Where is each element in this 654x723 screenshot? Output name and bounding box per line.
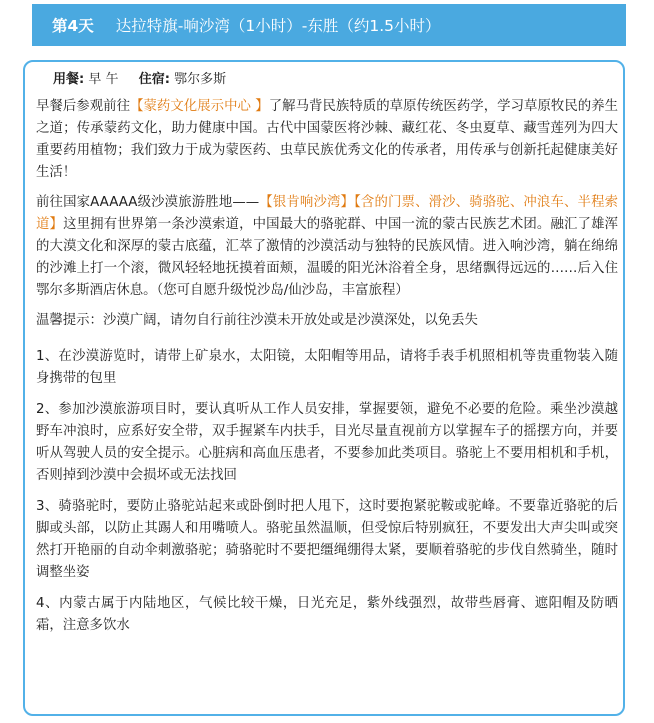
- para1-text-b: 了解马背民族特质的草原传统医药学，学习草原牧民的养生之道；传承蒙药文化，助力健康中国。古代中国蒙医将沙棘、藏红花、冬虫夏草、藏雪莲列为四大重要药用植物；我们致力于成为蒙医药、虫草民族优秀文化的传承者，用传承与创新托起健康美好生活！: [36, 99, 619, 180]
- paragraph-medicine-center: [36, 96, 618, 184]
- para1-highlight: 【蒙药文化展示中心 】: [130, 99, 269, 114]
- paragraph-resonant-sand-bay: [36, 192, 618, 302]
- itinerary-card: [23, 60, 625, 716]
- stay-label: 住宿:: [138, 72, 170, 87]
- stay-value: 鄂尔多斯: [174, 72, 227, 87]
- itinerary-content: [36, 96, 618, 646]
- tip-item-2: 2、参加沙漠旅游项目时，要认真听从工作人员安排，掌握要领，避免不必要的危险。乘坐沙漠越野车冲浪时，应系好安全带，双手握紧车内扶手，目光尽量直视前方以掌握车子的摇摆方向，并要听从驾驶人员的安全提示。心脏病和高血压患者，不要参加此类项目。骆驼上不要用相机和手机，否则掉到沙漠中会损坏或无法找回: [36, 402, 618, 483]
- day-route: 达拉特旗-响沙湾（1小时）-东胜（约1.5小时）: [115, 17, 441, 35]
- meals-value: 早 午: [88, 72, 119, 87]
- day-number: 第4天: [52, 17, 94, 35]
- meals-label: 用餐:: [53, 72, 85, 87]
- meta-line: [53, 68, 226, 87]
- warm-tip: 温馨提示：沙漠广阔，请勿自行前往沙漠未开放处或是沙漠深处，以免丢失: [36, 313, 478, 328]
- para2-highlight: 【银肯响沙湾】【含的门票、滑沙、骑骆驼、冲浪车、半程索道】: [36, 195, 618, 232]
- tip-item-3: 3、骑骆驼时，要防止骆驼站起来或卧倒时把人甩下，这时要抱紧驼鞍或驼峰。不要靠近骆驼的后脚或头部，以防止其踢人和用嘴喷人。骆驼虽然温顺，但受惊后特别疯狂，不要发出大声尖叫或突然打开艳丽的自动伞刺激骆驼；骑骆驼时不要把缰绳绷得太紧，要顺着骆驼的步伐自然骑坐，随时调整坐姿: [36, 499, 618, 580]
- tip-item-4: 4、内蒙古属于内陆地区，气候比较干燥，日光充足，紫外线强烈，故带些唇膏、遮阳帽及防晒霜，注意多饮水: [36, 596, 618, 633]
- para1-text-a: 早餐后参观前往: [36, 99, 131, 114]
- para2-text-b: 这里拥有世界第一条沙漠索道，中国最大的骆驼群、中国一流的蒙古民族艺术团。融汇了雄浑的大漠文化和深厚的蒙古底蕴，汇萃了激情的沙漠活动与独特的民族风情。进入响沙湾，躺在绵绵的沙滩上打一个滚，微风轻轻地抚摸着面颊，温暖的阳光沐浴着全身，思绪飘得远远的……后入住鄂尔多斯酒店休息。（您可自愿升级悦沙岛/仙沙岛，丰富旅程）: [36, 217, 618, 298]
- day-header: [32, 4, 626, 46]
- para2-text-a: 前往国家AAAAA级沙漠旅游胜地——: [36, 195, 260, 210]
- tip-item-1: 1、在沙漠游览时，请带上矿泉水，太阳镜，太阳帽等用品，请将手表手机照相机等贵重物装入随身携带的包里: [36, 349, 618, 386]
